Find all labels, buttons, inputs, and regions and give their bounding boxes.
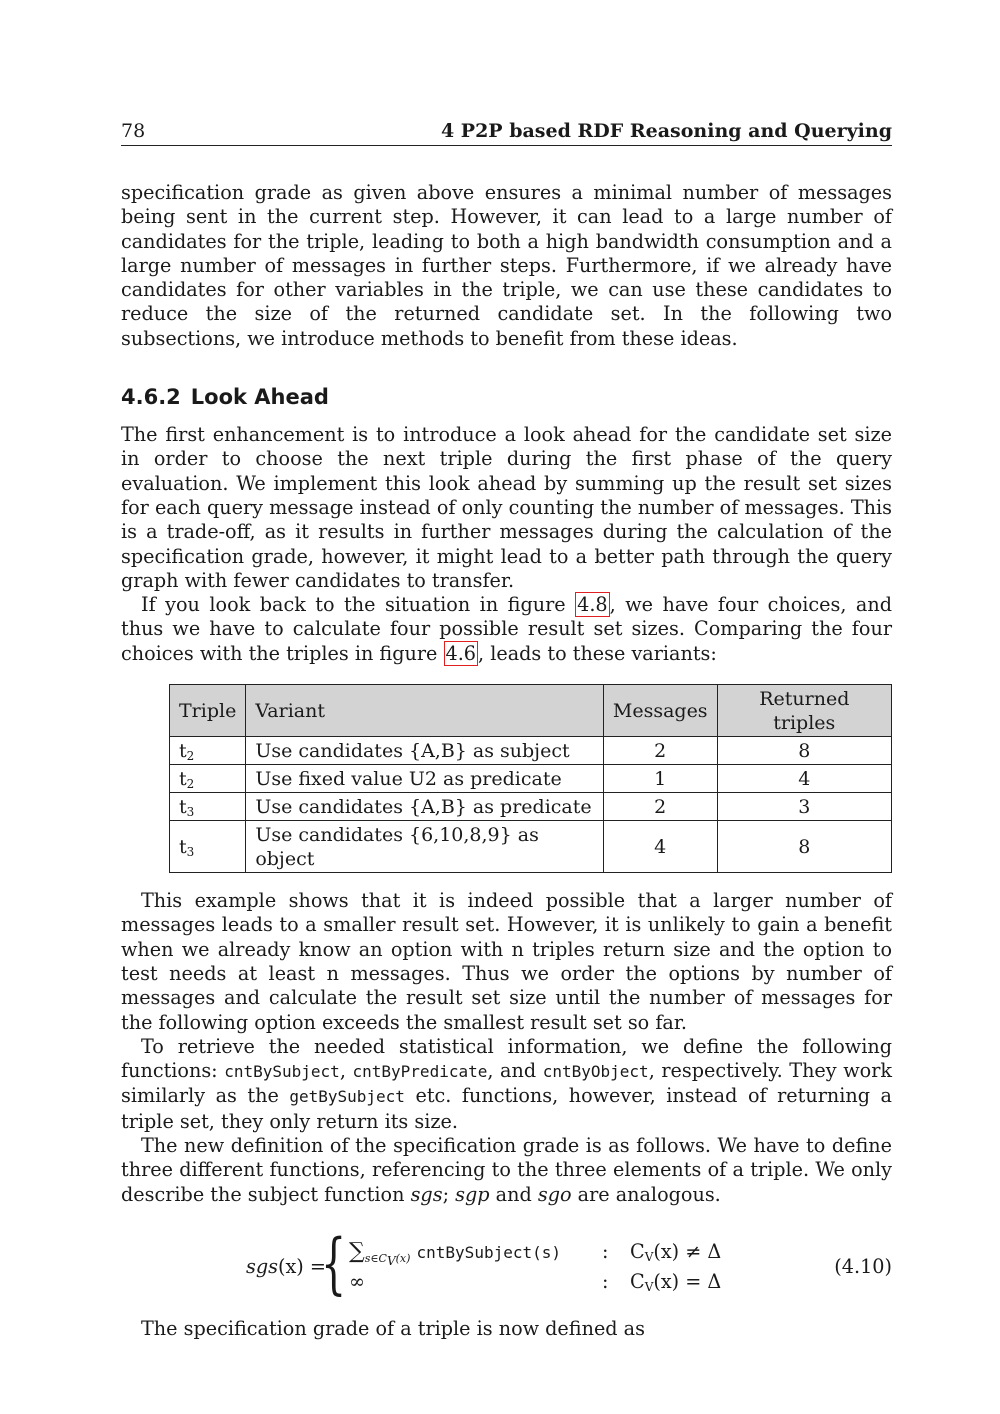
paragraph-figure-refs (121, 593, 892, 666)
figure-link-4-8[interactable]: 4.8 (577, 593, 608, 617)
code-getbysubject: getBySubject (289, 1087, 405, 1107)
paragraph-functions (121, 1035, 892, 1134)
triple-subscript: 3 (186, 805, 195, 820)
table-row (170, 793, 892, 821)
figure-link-4-6[interactable]: 4.6 (445, 641, 477, 665)
triple-letter: t (179, 740, 187, 763)
equation-4-10 (121, 1224, 892, 1305)
sum-sub-text: s∈C (364, 1251, 387, 1265)
cell-triple (170, 737, 246, 765)
text-span: If you look back to the situation in figure (141, 593, 576, 617)
code-cntbysubject-call: cntBySubject(s) (416, 1242, 562, 1262)
equation-lhs (246, 1255, 326, 1279)
cond-c: C (630, 1239, 645, 1263)
case-colon: : (602, 1269, 609, 1293)
equation-case-2: ∞ (349, 1269, 365, 1293)
math-sgp: sgp (455, 1182, 490, 1206)
table-row (170, 765, 892, 793)
triple-subscript: 2 (186, 777, 195, 792)
cell-messages: 2 (603, 793, 717, 821)
triple-subscript: 3 (186, 845, 195, 860)
paragraph-example: This example shows that it is indeed possible that a larger number of messages leads to a smaller result set. However, it is unlikely to gain a benefit when we already know an option with n triples return size and the option to test needs at least n messages. Thus we order the options by number of messages and calculate the result set size until the number of messages for the following option exceeds the smallest result set so far. (121, 889, 892, 1034)
math-arg: (x) = (277, 1254, 326, 1278)
header-returned: Returned triples (717, 685, 891, 737)
text-span: , we have four choices, and thus we have to calculate four possible result set sizes. Comparing the four choices with the triples in figure (121, 593, 892, 665)
code-cntbysubject: cntBySubject (224, 1062, 340, 1082)
triple-subscript: 2 (186, 749, 195, 764)
cond-tail: (x) = Δ (653, 1269, 722, 1293)
sum-sub-v: V (386, 1253, 396, 1268)
cell-returned: 3 (717, 793, 891, 821)
cond-sub: V (644, 1249, 654, 1264)
paragraph-look-ahead: The first enhancement is to introduce a look ahead for the candidate set size in order to choose the next triple during the first phase of the query evaluation. We implement this look ahead by summing up the result set sizes for each query message instead of only counting the number of messages. This is a trade-off, as it results in further messages during the calculation of the specification grade, however, it might lead to a better path through the query graph with fewer candidates to transfer. (121, 423, 892, 592)
equation-number: (4.10) (834, 1254, 892, 1278)
text-span: , and (487, 1059, 543, 1083)
text-span: To retrieve the needed statistical information, we define the following functions: (121, 1034, 892, 1083)
cond-c: C (630, 1269, 645, 1293)
text-span: , respectively. They work similarly as the (121, 1059, 892, 1108)
condition-2 (630, 1270, 721, 1294)
cell-triple (170, 765, 246, 793)
text-span: and (489, 1182, 538, 1206)
triple-letter: t (179, 768, 187, 791)
intro-paragraph: specification grade as given above ensures a minimal number of messages being sent in the current step. However, it can lead to a large number of candidates for the triple, leading to both a high bandwidth consumption and a large number of messages in further steps. Furthermore, if we already have candidates for other variables in the triple, we can use these candidates to reduce the size of the returned candidate set. In the following two subsections, we introduce methods to benefit from these ideas. (121, 181, 892, 350)
sum-subscript (364, 1251, 411, 1268)
cell-triple (170, 821, 246, 873)
cell-variant: Use candidates {A,B} as predicate (246, 793, 604, 821)
header-triple: Triple (170, 685, 246, 737)
code-cntbyobject: cntByObject (542, 1062, 649, 1082)
math-sgs: sgs (246, 1254, 278, 1278)
paragraph-definition (121, 1134, 892, 1207)
text-span: , (339, 1059, 353, 1083)
cell-messages: 4 (603, 821, 717, 873)
paragraph-closing: The specification grade of a triple is now defined as (141, 1316, 645, 1340)
sum-symbol: ∑ (349, 1238, 365, 1264)
table-row (170, 821, 892, 873)
cell-variant: Use fixed value U2 as predicate (246, 765, 604, 793)
header-messages: Messages (603, 685, 717, 737)
header-variant: Variant (246, 685, 604, 737)
section-title: Look Ahead (190, 385, 329, 410)
cell-messages: 1 (603, 765, 717, 793)
cond-sub: V (644, 1279, 654, 1294)
case-colon: : (602, 1239, 609, 1263)
section-number: 4.6.2 (121, 385, 181, 410)
code-cntbypredicate: cntByPredicate (352, 1062, 488, 1082)
cell-returned: 4 (717, 765, 891, 793)
text-span: , leads to these variants: (478, 641, 717, 665)
table-header-row (170, 685, 892, 737)
table-row (170, 737, 892, 765)
cond-tail: (x) ≠ Δ (653, 1239, 722, 1263)
cell-returned: 8 (717, 737, 891, 765)
math-sgo: sgo (537, 1182, 572, 1206)
triple-letter: t (179, 836, 187, 859)
condition-1 (630, 1240, 721, 1264)
text-span: are analogous. (571, 1182, 721, 1206)
sum-sub-tail: (x) (395, 1251, 411, 1265)
text-span: etc. functions, however, instead of returning a triple set, they only return its size. (121, 1084, 892, 1133)
cell-messages: 2 (603, 737, 717, 765)
variants-table (169, 684, 892, 873)
equation-case-1 (349, 1240, 561, 1271)
section-heading (121, 384, 892, 410)
cell-returned: 8 (717, 821, 891, 873)
triple-letter: t (179, 796, 187, 819)
page (121, 120, 892, 1341)
left-brace-glyph: { (321, 1224, 347, 1302)
cell-variant: Use candidates {A,B} as subject (246, 737, 604, 765)
page-number: 78 (121, 120, 146, 142)
text-span: The new definition of the specification grade is as follows. We have to define three different functions, referencing to the three elements of a triple. We only describe the subject function (121, 1134, 892, 1206)
text-span: ; (442, 1182, 456, 1206)
cell-triple (170, 793, 246, 821)
running-header (121, 120, 892, 146)
chapter-title: 4 P2P based RDF Reasoning and Querying (440, 120, 892, 142)
cell-variant: Use candidates {6,10,8,9} as object (246, 821, 604, 873)
math-sgs: sgs (410, 1182, 443, 1206)
